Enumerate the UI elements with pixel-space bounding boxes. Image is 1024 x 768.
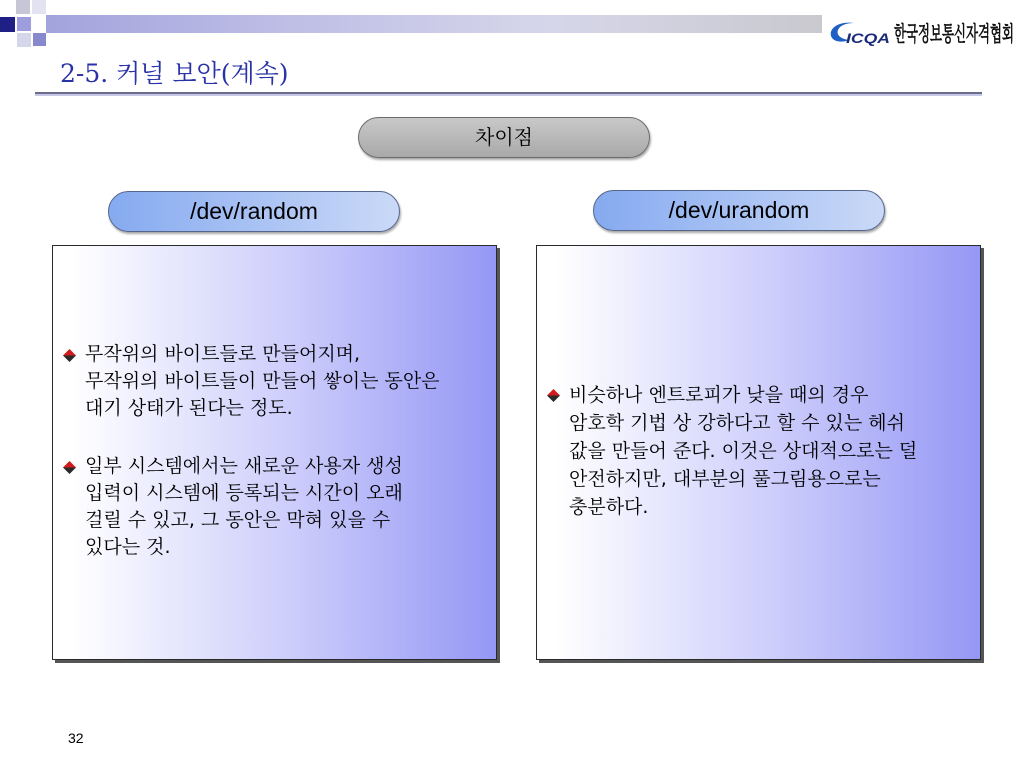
corner-square — [33, 33, 46, 46]
corner-square — [17, 33, 31, 47]
header-gradient-band — [46, 15, 822, 33]
dev-urandom-panel — [536, 245, 981, 660]
bullet-line: 무작위의 바이트들로 만들어지며, — [85, 343, 361, 365]
diamond-arrow-bullet-icon — [63, 349, 76, 362]
dev-urandom-label-pill — [593, 190, 885, 231]
bullet-line: 걸릴 수 있고, 그 동안은 막혀 있을 수 — [85, 509, 391, 531]
dev-random-label: /dev/random — [190, 198, 318, 224]
bullet-line: 충분하다. — [569, 496, 649, 518]
corner-square — [0, 17, 15, 32]
logo-org-graphic — [894, 19, 1016, 47]
bullet-line: 암호학 기법 상 강하다고 할 수 있는 헤쉬 — [569, 412, 905, 434]
corner-square — [17, 17, 31, 31]
title-divider — [35, 92, 982, 94]
bullet-line: 비슷하나 엔트로피가 낮을 때의 경우 — [569, 384, 869, 406]
dev-urandom-label: /dev/urandom — [668, 197, 810, 223]
bullet-line: 있다는 것. — [85, 536, 171, 558]
dev-random-panel — [52, 245, 497, 660]
bullet-item — [85, 453, 403, 561]
bullet-line: 입력이 시스템에 등록되는 시간이 오래 — [85, 482, 403, 504]
differences-heading-pill — [358, 117, 650, 158]
diamond-arrow-bullet-icon — [547, 389, 560, 402]
bullet-line: 일부 시스템에서는 새로운 사용자 생성 — [85, 455, 403, 477]
icqa-logo — [826, 18, 1018, 48]
logo-mark-graphic — [844, 27, 894, 47]
bullet-line: 무작위의 바이트들이 만들어 쌓이는 동안은 — [85, 370, 440, 392]
corner-square — [32, 0, 46, 14]
logo-org-name: 한국정보통신자격협회 — [893, 22, 1014, 46]
diamond-arrow-bullet-icon — [63, 461, 76, 474]
bullet-item — [85, 341, 440, 422]
page-number: 32 — [68, 730, 84, 746]
bullet-line: 대기 상태가 된다는 정도. — [85, 397, 293, 419]
slide-title: 2-5. 커널 보안(계속) — [60, 59, 289, 88]
logo-mark-text: ICQA — [846, 30, 890, 46]
bullet-line: 안전하지만, 대부분의 풀그림용으로는 — [569, 468, 881, 490]
corner-square — [16, 0, 30, 14]
dev-random-label-pill — [108, 191, 400, 232]
bullet-item — [569, 381, 917, 521]
differences-heading-label: 차이점 — [475, 125, 533, 149]
bullet-line: 값을 만들어 준다. 이것은 상대적으로는 덜 — [569, 440, 918, 462]
